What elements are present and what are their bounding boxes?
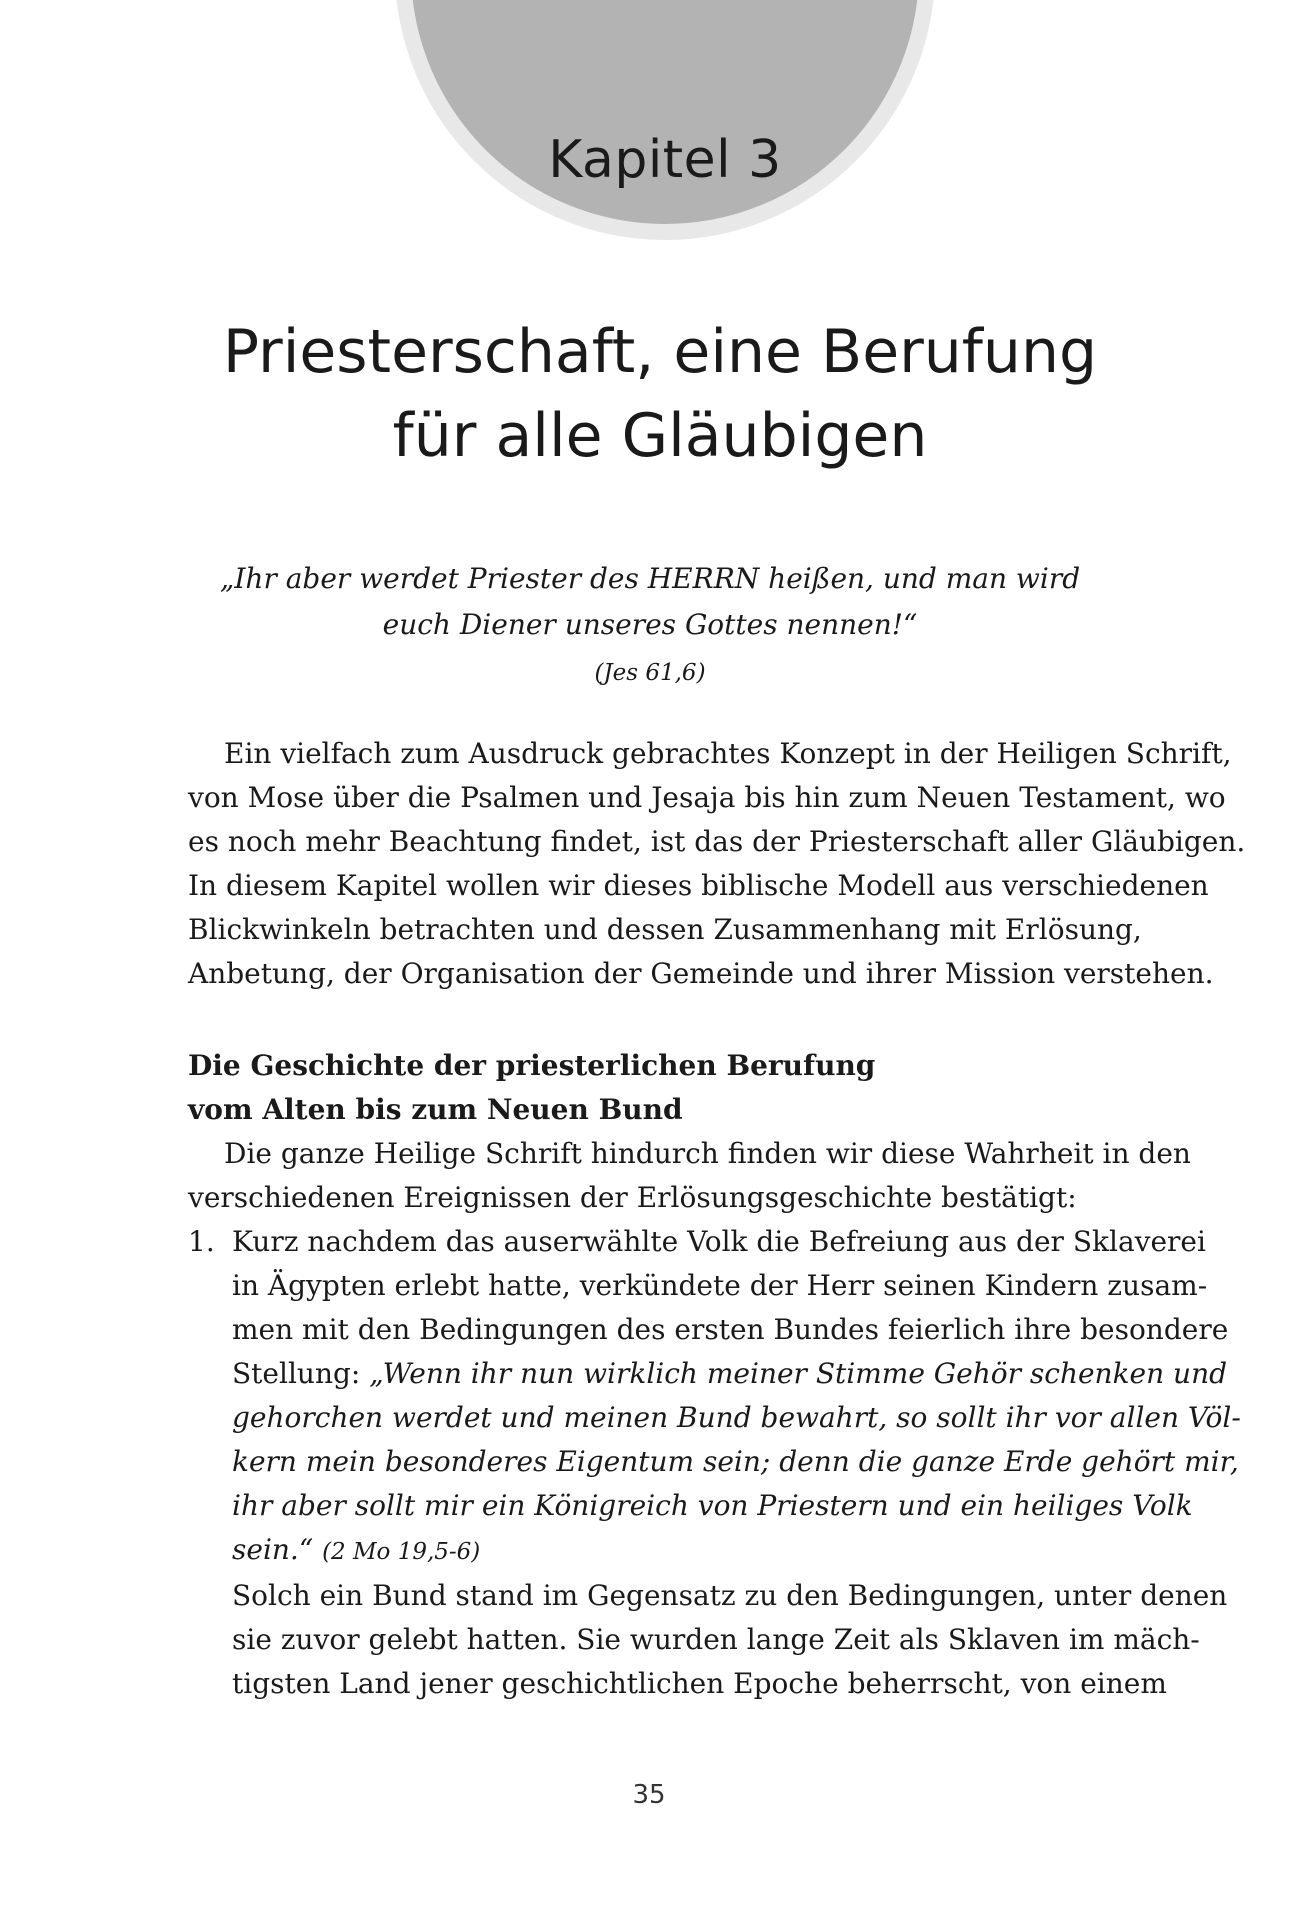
epigraph-line-text: euch Diener unseres Gottes nennen!“ [382,608,918,641]
list-line: tigsten Land jener geschichtlichen Epoche beherrscht, von einem [232,1667,1167,1700]
list-item-body [232,1220,1241,1706]
page-number: 35 [632,1780,666,1810]
list-line: men mit den Bedingungen des ersten Bundes feierlich ihre besondere [232,1313,1229,1346]
epigraph [200,556,1100,696]
paragraph-line: es noch mehr Beachtung findet, ist das der Priesterschaft aller Gläubigen. [188,825,1246,858]
epigraph-reference: (Jes 61,6) [594,660,706,686]
bible-quote-line: ihr aber sollt mir ein Königreich von Priestern und ein heiliges Volk [232,1489,1193,1522]
paragraph-line: Ein vielfach zum Ausdruck gebrachtes Konzept in der Heiligen Schrift, [224,737,1232,770]
list-number: 1. [188,1225,215,1258]
bible-quote-line: kern mein besonderes Eigentum sein; denn die ganze Erde gehört mir, [232,1445,1239,1478]
epigraph-line: „Ihr aber werdet Priester des HERRN heißen, und man wird [219,562,1081,595]
list-line: in Ägypten erlebt hatte, verkündete der Herr seinen Kindern zusam- [232,1269,1208,1302]
section-intro-paragraph [188,1132,1191,1220]
paragraph-line: von Mose über die Psalmen und Jesaja bis hin zum Neuen Testament, wo [188,781,1226,814]
list-line: sie zuvor gelebt hatten. Sie wurden lange Zeit als Sklaven im mäch- [232,1623,1200,1656]
chapter-title-line: für alle Gläubigen [392,401,928,471]
bible-quote-line: gehorchen werdet und meinen Bund bewahrt, so sollt ihr vor allen Völ- [232,1401,1241,1434]
quote-lead: Stellung: [232,1357,370,1390]
chapter-title [150,310,1170,478]
paragraph-line: Anbetung, der Organisation der Gemeinde und ihrer Mission verstehen. [188,957,1214,990]
chapter-label: Kapitel 3 [548,130,782,190]
epigraph-line [200,602,1100,696]
list-line: Kurz nachdem das auserwählte Volk die Befreiung aus der Sklaverei [232,1225,1206,1258]
chapter-circle-decoration [395,0,935,240]
paragraph-line: verschiedenen Ereignissen der Erlösungsgeschichte bestätigt: [188,1181,1077,1214]
paragraph-line: Blickwinkeln betrachten und dessen Zusammenhang mit Erlösung, [188,913,1142,946]
bible-reference: (2 Mo 19,5-6) [322,1539,481,1565]
list-line [232,1352,1228,1396]
section-heading [188,1044,1136,1132]
chapter-title-line: Priesterschaft, eine Berufung [222,317,1098,387]
list-line: Solch ein Bund stand im Gegensatz zu den Bedingungen, unter denen [232,1579,1228,1612]
section-heading-line: vom Alten bis zum Neuen Bund [188,1093,683,1126]
paragraph-line: In diesem Kapitel wollen wir dieses biblische Modell aus verschiedenen [188,869,1209,902]
paragraph-line: Die ganze Heilige Schrift hindurch finden wir diese Wahrheit in den [224,1137,1191,1170]
intro-paragraph [188,732,1246,996]
bible-quote-end: sein.“ [232,1533,314,1566]
bible-quote: „Wenn ihr nun wirklich meiner Stimme Gehör schenken und [369,1357,1228,1390]
section-heading-line: Die Geschichte der priesterlichen Berufung [188,1049,876,1082]
bible-quote-end-line [232,1528,1136,1574]
